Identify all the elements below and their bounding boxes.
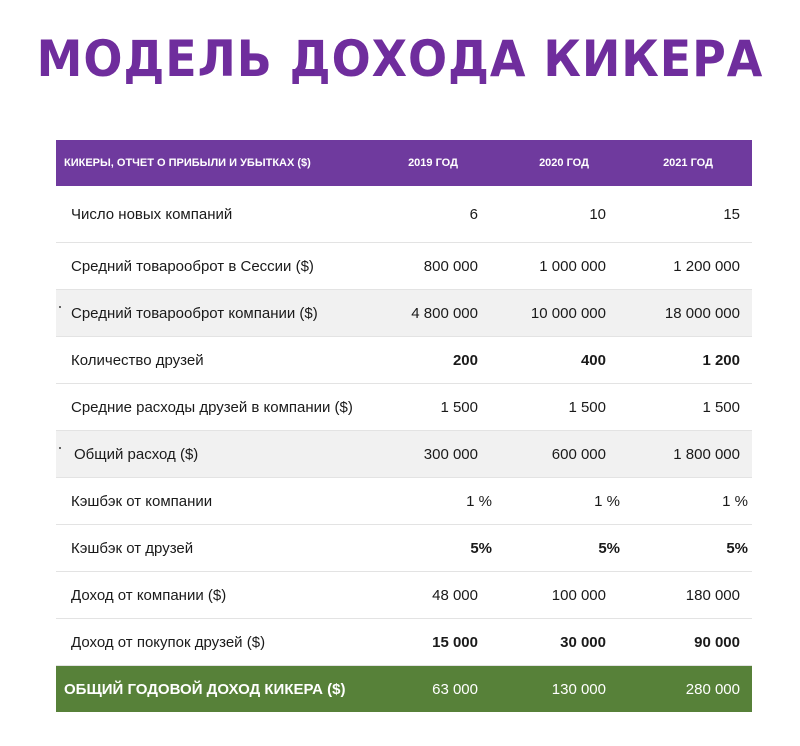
row-label: Средний товарооброт компании ($) [71,304,318,322]
row-value-2019: 200 [452,351,478,369]
row-value-2019: 48 000 [432,586,478,604]
row-label: Кэшбэк от друзей [71,539,194,557]
table-row [56,384,752,431]
row-label: Средний товарооброт в Сессии ($) [71,257,314,275]
row-label: Общий расход ($) [74,445,199,463]
total-value-2020: 130 000 [551,680,606,698]
row-value-2021: 1 800 000 [673,445,740,463]
header-label: КИКЕРЫ, ОТЧЕТ О ПРИБЫЛИ И УБЫТКАХ ($) [64,157,311,169]
row-value-2021: 15 [723,205,740,223]
header-year-2020: 2020 ГОД [539,157,589,169]
table-header [56,140,752,186]
row-value-2020: 1 500 [568,398,606,416]
table-row [56,431,752,478]
total-value-2019: 63 000 [432,680,478,698]
row-value-2021: 5% [726,539,748,557]
row-value-2019: 300 000 [423,445,478,463]
row-value-2019: 4 800 000 [411,304,478,322]
row-value-2020: 10 [589,205,606,223]
row-label: Кэшбэк от компании [71,492,213,510]
table-row [56,337,752,384]
row-value-2019: 1 % [466,492,492,510]
row-value-2019: 15 000 [432,633,478,651]
row-label: Доход от компании ($) [71,586,227,604]
row-value-2020: 30 000 [560,633,606,651]
total-value-2021: 280 000 [685,680,740,698]
row-value-2021: 180 000 [685,586,740,604]
table-row [56,525,752,572]
row-marker [59,447,61,449]
row-label: Число новых компаний [71,205,233,223]
row-label: Средние расходы друзей в компании ($) [71,398,353,416]
row-value-2021: 1 200 [702,351,740,369]
header-year-2021: 2021 ГОД [663,157,713,169]
total-label: ОБЩИЙ ГОДОВОЙ ДОХОД КИКЕРА ($) [64,680,346,698]
row-label: Доход от покупок друзей ($) [71,633,266,651]
row-value-2020: 100 000 [551,586,606,604]
table-row [56,186,752,243]
income-table [56,140,752,712]
header-year-2019: 2019 ГОД [408,157,458,169]
row-value-2019: 1 500 [440,398,478,416]
table-row [56,478,752,525]
row-value-2021: 1 200 000 [673,257,740,275]
row-value-2020: 600 000 [551,445,606,463]
row-value-2020: 1 000 000 [539,257,606,275]
row-value-2021: 1 % [722,492,748,510]
table-row [56,572,752,619]
row-value-2020: 5% [598,539,620,557]
row-value-2020: 1 % [594,492,620,510]
row-value-2021: 1 500 [702,398,740,416]
table-row [56,619,752,666]
row-value-2021: 18 000 000 [664,304,740,322]
row-value-2019: 5% [470,539,492,557]
table-footer-total [56,666,752,712]
row-value-2020: 10 000 000 [530,304,606,322]
page-title: МОДЕЛЬ ДОХОДА КИКЕРА [36,30,764,88]
row-value-2019: 800 000 [423,257,478,275]
table-row [56,243,752,290]
row-value-2020: 400 [580,351,606,369]
row-value-2021: 90 000 [694,633,740,651]
row-marker [59,306,61,308]
row-label: Количество друзей [71,351,204,369]
row-value-2019: 6 [469,205,478,223]
table-row [56,290,752,337]
